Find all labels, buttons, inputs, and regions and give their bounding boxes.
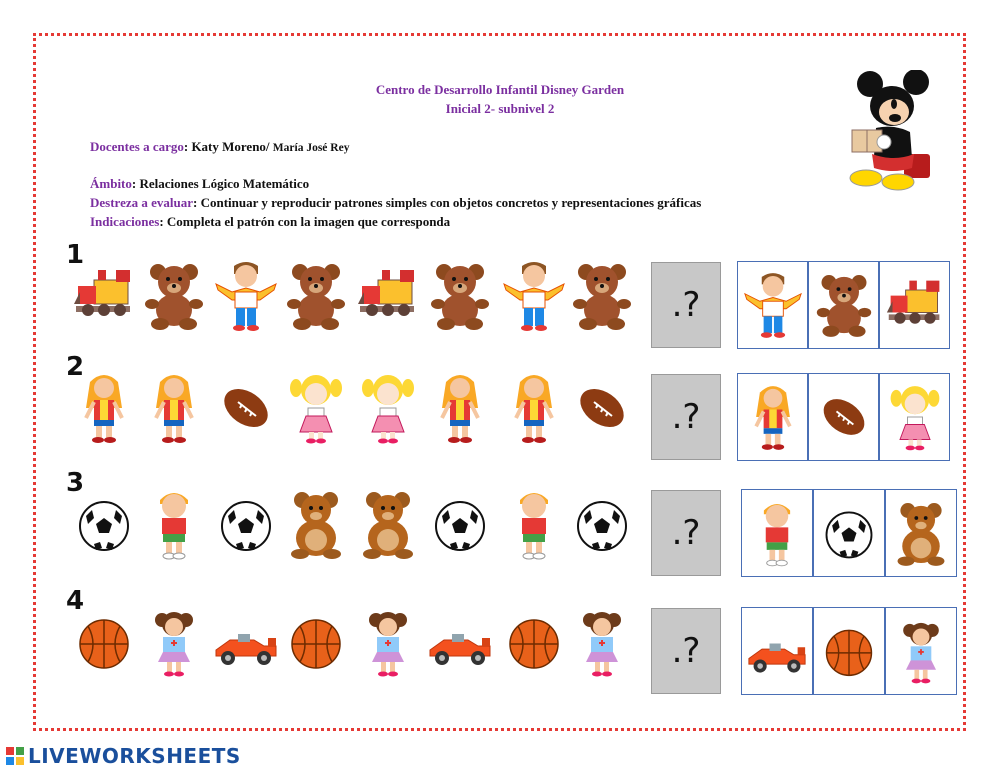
- pinkgirl-icon: [356, 372, 420, 444]
- girl-icon: [743, 383, 803, 451]
- bear-icon: [284, 488, 348, 560]
- pattern-item: [356, 372, 420, 444]
- row-number: 1: [66, 240, 85, 270]
- pattern-item: [142, 372, 206, 444]
- answer-option[interactable]: [879, 261, 950, 349]
- answer-options: [737, 261, 950, 349]
- answer-options: [741, 489, 957, 577]
- teddy-icon: [814, 271, 874, 339]
- pattern-item: [428, 606, 492, 678]
- basketball-icon: [72, 606, 136, 678]
- browngirl-icon: [891, 617, 951, 685]
- basketball-icon: [284, 606, 348, 678]
- instructions-value: : Completa el patrón con la imagen que corresponda: [159, 214, 451, 229]
- answer-drop-box[interactable]: .?: [651, 262, 721, 348]
- boy-icon: [502, 260, 566, 332]
- football-icon: [570, 372, 634, 444]
- row-number: 2: [66, 352, 85, 382]
- pattern-item: [142, 488, 206, 560]
- pattern-item: [356, 488, 420, 560]
- pattern-item: [570, 488, 634, 560]
- level-title: Inicial 2- subnivel 2: [445, 101, 555, 116]
- answer-drop-box[interactable]: .?: [651, 608, 721, 694]
- pattern-item: [502, 488, 566, 560]
- pattern-item: [356, 606, 420, 678]
- school-name: Centro de Desarrollo Infantil Disney Garden: [375, 82, 625, 97]
- answer-option[interactable]: [741, 607, 813, 695]
- answer-option[interactable]: [808, 373, 879, 461]
- browngirl-icon: [570, 606, 634, 678]
- racecar-icon: [214, 606, 278, 678]
- blondboy-icon: [142, 488, 206, 560]
- girl-icon: [502, 372, 566, 444]
- liveworksheets-logo-icon: [6, 747, 24, 765]
- train-icon: [885, 271, 945, 339]
- answer-drop-box[interactable]: .?: [651, 490, 721, 576]
- skill-value: : Continuar y reproducir patrones simples con objetos concretos y representaciones gráficas: [193, 195, 702, 210]
- soccer-icon: [428, 488, 492, 560]
- blondboy-icon: [747, 499, 807, 567]
- answer-option[interactable]: [813, 607, 885, 695]
- soccer-icon: [570, 488, 634, 560]
- racecar-icon: [747, 617, 807, 685]
- skill-label: Destreza a evaluar: [90, 195, 194, 210]
- racecar-icon: [428, 606, 492, 678]
- teachers-line: [90, 139, 349, 155]
- brand-name: LIVEWORKSHEETS: [28, 744, 241, 768]
- pattern-item: [214, 260, 278, 332]
- answer-option[interactable]: [737, 373, 808, 461]
- pattern-item: [72, 260, 136, 332]
- pattern-item: [284, 488, 348, 560]
- browngirl-icon: [356, 606, 420, 678]
- answer-option[interactable]: [885, 489, 957, 577]
- answer-option[interactable]: [879, 373, 950, 461]
- pattern-item: [502, 372, 566, 444]
- train-icon: [356, 260, 420, 332]
- basketball-icon: [819, 617, 879, 685]
- teddy-icon: [428, 260, 492, 332]
- bear-icon: [356, 488, 420, 560]
- teacher-2: María José Rey: [272, 142, 350, 154]
- scope-label: Ámbito: [90, 176, 132, 191]
- pattern-item: [428, 372, 492, 444]
- pattern-item: [284, 372, 348, 444]
- pattern-item: [428, 488, 492, 560]
- pinkgirl-icon: [885, 383, 945, 451]
- answer-option[interactable]: [737, 261, 808, 349]
- basketball-icon: [502, 606, 566, 678]
- boy-icon: [743, 271, 803, 339]
- pattern-item: [214, 372, 278, 444]
- soccer-icon: [72, 488, 136, 560]
- row-number: 4: [66, 586, 85, 616]
- mickey-reading-icon: [848, 70, 940, 192]
- boy-icon: [214, 260, 278, 332]
- teachers-label: Docentes a cargo: [90, 139, 184, 154]
- pattern-item: [214, 488, 278, 560]
- train-icon: [72, 260, 136, 332]
- pattern-item: [570, 372, 634, 444]
- pattern-item: [72, 488, 136, 560]
- answer-option[interactable]: [813, 489, 885, 577]
- girl-icon: [72, 372, 136, 444]
- pattern-item: [356, 260, 420, 332]
- pattern-item: [142, 260, 206, 332]
- pattern-item: [214, 606, 278, 678]
- browngirl-icon: [142, 606, 206, 678]
- pattern-item: [502, 606, 566, 678]
- scope-line: [90, 176, 309, 192]
- skill-line: [90, 195, 701, 211]
- pattern-item: [72, 606, 136, 678]
- teddy-icon: [570, 260, 634, 332]
- pattern-item: [502, 260, 566, 332]
- row-number: 3: [66, 468, 85, 498]
- pattern-item: [72, 372, 136, 444]
- soccer-icon: [214, 488, 278, 560]
- scope-value: : Relaciones Lógico Matemático: [131, 176, 310, 191]
- instructions-line: [90, 214, 450, 230]
- answer-options: [741, 607, 957, 695]
- instructions-label: Indicaciones: [90, 214, 160, 229]
- girl-icon: [428, 372, 492, 444]
- bear-icon: [891, 499, 951, 567]
- footer: [6, 744, 241, 768]
- football-icon: [814, 383, 874, 451]
- pattern-item: [570, 260, 634, 332]
- teacher-1: : Katy Moreno/: [183, 139, 273, 154]
- teddy-icon: [142, 260, 206, 332]
- pattern-item: [570, 606, 634, 678]
- pattern-item: [284, 606, 348, 678]
- pattern-item: [142, 606, 206, 678]
- soccer-icon: [819, 499, 879, 567]
- answer-options: [737, 373, 950, 461]
- answer-option[interactable]: [741, 489, 813, 577]
- answer-option[interactable]: [885, 607, 957, 695]
- answer-option[interactable]: [808, 261, 879, 349]
- pattern-item: [428, 260, 492, 332]
- teddy-icon: [284, 260, 348, 332]
- pattern-item: [284, 260, 348, 332]
- girl-icon: [142, 372, 206, 444]
- answer-drop-box[interactable]: .?: [651, 374, 721, 460]
- blondboy-icon: [502, 488, 566, 560]
- football-icon: [214, 372, 278, 444]
- pinkgirl-icon: [284, 372, 348, 444]
